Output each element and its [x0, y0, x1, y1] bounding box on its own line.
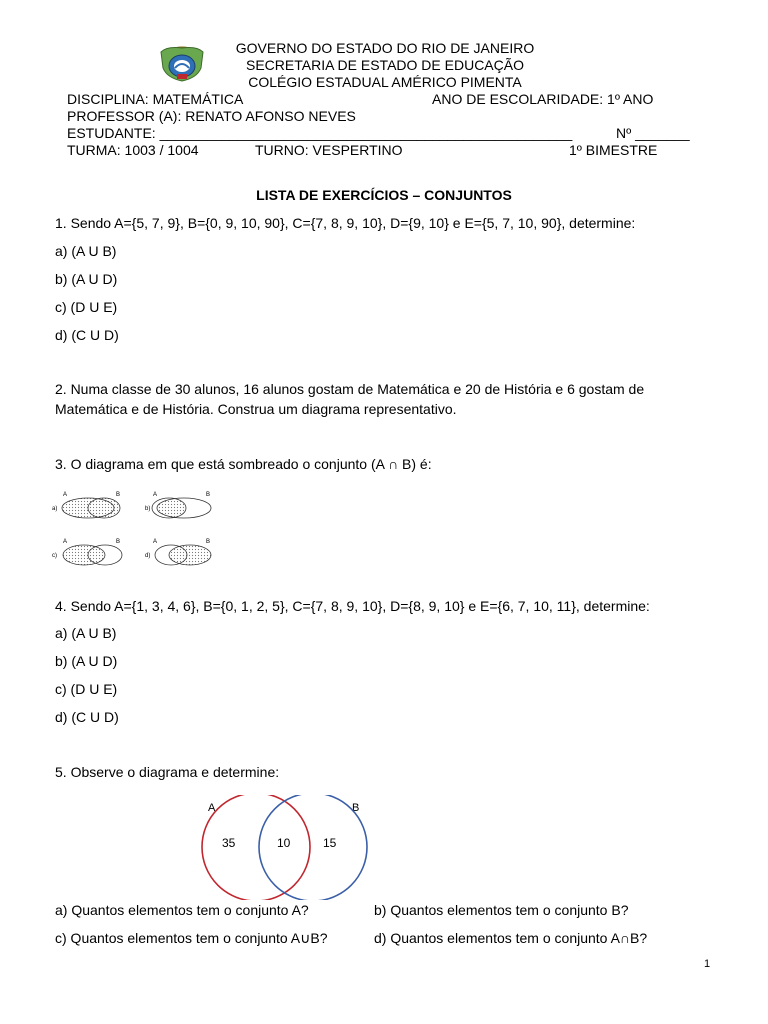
question-5-item-d: d) Quantos elementos tem o conjunto A∩B? [374, 930, 648, 946]
question-4-item: b) (A U D) [55, 653, 118, 669]
venn-set-b-label: B [352, 802, 360, 814]
venn-circle-b [259, 795, 367, 900]
venn-circle-a [202, 795, 310, 900]
shift-field: TURNO: VESPERTINO [255, 142, 403, 158]
option-c-set-b-label: B [116, 539, 121, 545]
student-field: ESTUDANTE: _____________________________________________________ [67, 125, 573, 141]
question-4-prompt: 4. Sendo A={1, 3, 4, 6}, B={0, 1, 2, 5}, C={7, 8, 9, 10}, D={8, 9, 10} e E={6, 7, 10, 11}, determine: [55, 598, 650, 614]
option-a-set-b-label: B [116, 492, 121, 498]
question-4-item: d) (C U D) [55, 709, 119, 725]
option-d-set-a-label: A [153, 539, 158, 545]
question-2-line: Matemática e de História. Construa um diagrama representativo. [55, 401, 457, 417]
option-d-label: d) [145, 553, 151, 559]
venn-set-a-label: A [208, 802, 216, 814]
question-4-item: c) (D U E) [55, 681, 118, 697]
option-c-diagram [52, 539, 122, 565]
header-government: GOVERNO DO ESTADO DO RIO DE JANEIRO [235, 40, 535, 56]
number-field: Nº _______ [616, 125, 690, 141]
question-2-line: 2. Numa classe de 30 alunos, 16 alunos gostam de Matemática e 20 de História e 6 gostam de [55, 381, 645, 397]
question-3-prompt: 3. O diagrama em que está sombreado o conjunto (A ∩ B) é: [55, 456, 432, 472]
option-a-label: a) [52, 506, 58, 512]
teacher-field: PROFESSOR (A): RENATO AFONSO NEVES [67, 108, 356, 124]
question-4-item: a) (A U B) [55, 625, 117, 641]
question-5-venn-diagram [195, 795, 375, 900]
question-1-item: c) (D U E) [55, 299, 118, 315]
option-d-diagram [145, 539, 211, 565]
school-year-field: ANO DE ESCOLARIDADE: 1º ANO [432, 91, 654, 107]
header-school: COLÉGIO ESTADUAL AMÉRICO PIMENTA [248, 74, 522, 90]
option-a-set-a-label: A [63, 492, 68, 498]
bimester-field: 1º BIMESTRE [569, 142, 658, 158]
option-b-label: b) [145, 506, 151, 512]
header-secretariat: SECRETARIA DE ESTADO DE EDUCAÇÃO [246, 57, 524, 73]
question-5-prompt: 5. Observe o diagrama e determine: [55, 764, 280, 780]
question-5-item-b: b) Quantos elementos tem o conjunto B? [374, 902, 629, 918]
option-c-set-a-label: A [63, 539, 68, 545]
question-1-item: b) (A U D) [55, 271, 118, 287]
option-c-label: c) [52, 553, 57, 559]
question-5-item-c: c) Quantos elementos tem o conjunto A∪B? [55, 930, 328, 946]
option-b-set-a-label: A [153, 492, 158, 498]
option-b-diagram [145, 492, 211, 518]
option-b-set-b-label: B [206, 492, 211, 498]
venn-only-b-count: 15 [323, 836, 337, 850]
question-1-item: a) (A U B) [55, 243, 117, 259]
discipline-field: DISCIPLINA: MATEMÁTICA [67, 91, 244, 107]
class-field: TURMA: 1003 / 1004 [67, 142, 199, 158]
question-5-item-a: a) Quantos elementos tem o conjunto A? [55, 902, 309, 918]
page-title: LISTA DE EXERCÍCIOS – CONJUNTOS [256, 187, 512, 203]
page-number: 1 [704, 958, 711, 970]
venn-intersection-count: 10 [277, 836, 291, 850]
question-1-item: d) (C U D) [55, 327, 119, 343]
question-1-prompt: 1. Sendo A={5, 7, 9}, B={0, 9, 10, 90}, C={7, 8, 9, 10}, D={9, 10} e E={5, 7, 10, 90}, determine: [55, 215, 636, 231]
venn-only-a-count: 35 [222, 836, 236, 850]
question-3-options-diagrams [50, 488, 230, 570]
option-a-diagram [52, 492, 120, 518]
option-d-set-b-label: B [206, 539, 211, 545]
